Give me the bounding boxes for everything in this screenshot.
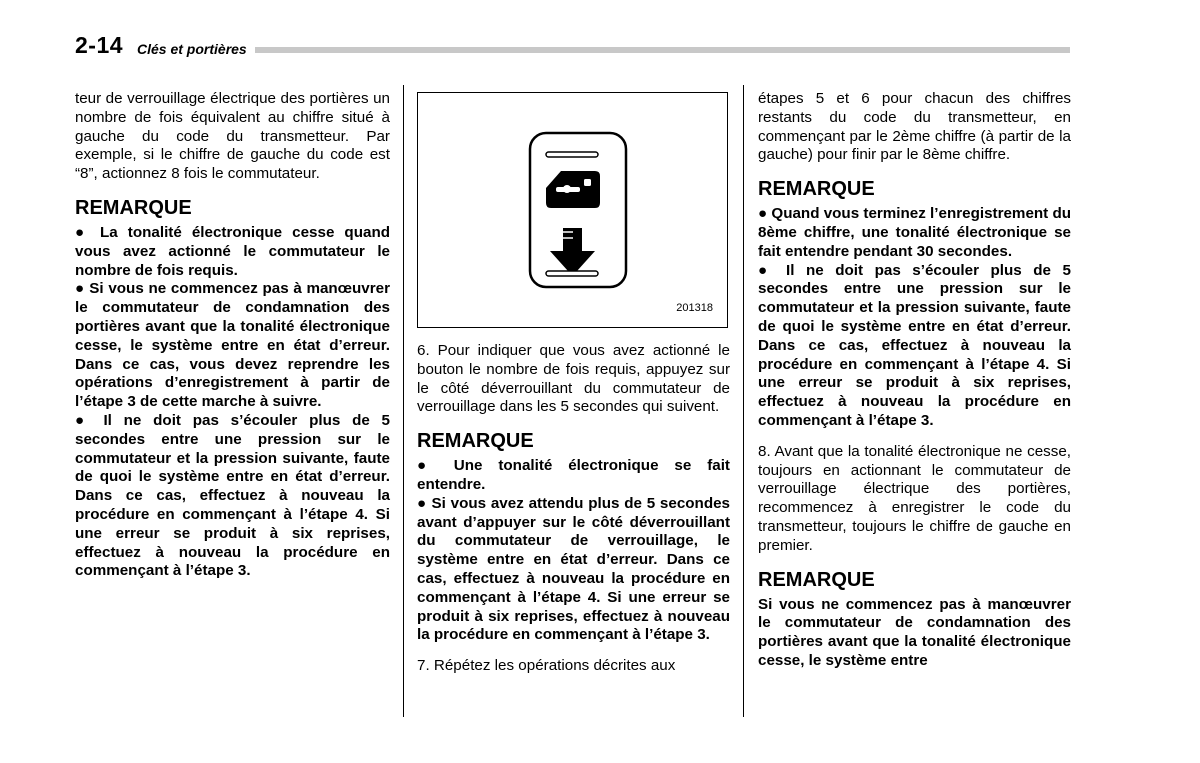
note-item: ● La tonalité électronique cesse quand vous avez actionné le commutateur le nombre de fois requis.: [75, 223, 390, 279]
header-rule: [255, 47, 1070, 53]
note-item: ● Une tonalité électronique se fait entendre.: [417, 457, 730, 493]
note-list: [75, 224, 390, 581]
note-heading: REMARQUE: [758, 178, 875, 201]
paragraph: étapes 5 et 6 pour chacun des chiffres restants du code du transmetteur, en commençant par le 2ème chiffre (à partir de la gauche) pour finir par le 8ème chiffre.: [758, 90, 1071, 164]
figure-code: 201318: [676, 302, 713, 315]
note-item: ● Il ne doit pas s’écouler plus de 5 secondes entre une pression sur le commutateur et la pression suivante, faute de quoi le système entre en état d’erreur. Dans ce cas, effectuez à nouveau la procédure en commençant à l’étape 4. Si une erreur se produit à six reprises, effectuez à nouveau la procédure en commençant à l’étape 3.: [758, 261, 1071, 429]
paragraph: teur de verrouillage électrique des portières un nombre de fois équivalent au chiffre situé à gauche du code du transmetteur. Par exemple, si le chiffre de gauche du code est “8”, actionnez 8 fois le commutateur.: [75, 90, 390, 183]
note-heading: REMARQUE: [75, 196, 192, 219]
step-paragraph: 6. Pour indiquer que vous avez actionné le bouton le nombre de fois requis, appuyez sur le côté déverrouillant du commutateur de verrouillage dans les 5 secondes qui suivent.: [417, 342, 730, 416]
page-number: 2-14: [75, 32, 124, 58]
note-list: [758, 205, 1071, 431]
switch-illustration: [417, 92, 728, 328]
column-left: [75, 90, 390, 593]
step-paragraph: 8. Avant que la tonalité électronique ne cesse, toujours en actionnant le commutateur de verrouillage électrique des portières, recommencez à enregistrer le code du transmetteur, toujours le chiffre de gauche en premier.: [758, 442, 1071, 554]
note-item: ● Si vous ne commencez pas à manœuvrer le commutateur de condamnation des portières avant que la tonalité électronique cesse, le système entre en état d’erreur. Dans ce cas, vous devez reprendre les opérations d’enregistrement à partir de l’étape 3 de cette marche à suivre.: [75, 280, 390, 411]
note-item: ● Si vous avez attendu plus de 5 secondes avant d’appuyer sur le côté déverrouillant du commutateur de verrouillage, le système entre en état d’erreur. Dans ce cas, effectuez à nouveau la procédure en commençant à l’étape 4. Si une erreur se produit à six reprises, effectuez à nouveau la procédure en commençant à l’étape 3.: [417, 494, 730, 644]
note-heading: REMARQUE: [758, 568, 875, 591]
step-paragraph: 7. Répétez les opérations décrites aux: [417, 657, 676, 675]
column-divider: [743, 85, 744, 717]
note-list: [417, 457, 730, 645]
note-item: ● Il ne doit pas s’écouler plus de 5 secondes entre une pression sur le commutateur et la pression suivante, faute de quoi le système entre en état d’erreur. Dans ce cas, effectuez à nouveau la procédure en commençant à l’étape 4. Si une erreur se produit à six reprises, effectuez à nouveau la procédure en commençant à l’étape 3.: [75, 411, 390, 580]
note-item: ● Quand vous terminez l’enregistrement du 8ème chiffre, une tonalité électronique se fait entendre pendant 30 secondes.: [758, 205, 1071, 260]
section-title: Clés et portières: [137, 41, 247, 57]
column-middle: [417, 90, 730, 688]
page-header: [75, 30, 1070, 60]
door-lock-switch-icon: [418, 93, 729, 329]
note-item: Si vous ne commencez pas à manœuvrer le commutateur de condamnation des portières avant que la tonalité électronique cesse, le système entre: [758, 595, 1071, 669]
column-right: [758, 90, 1071, 671]
column-divider: [403, 85, 404, 717]
note-heading: REMARQUE: [417, 430, 534, 453]
